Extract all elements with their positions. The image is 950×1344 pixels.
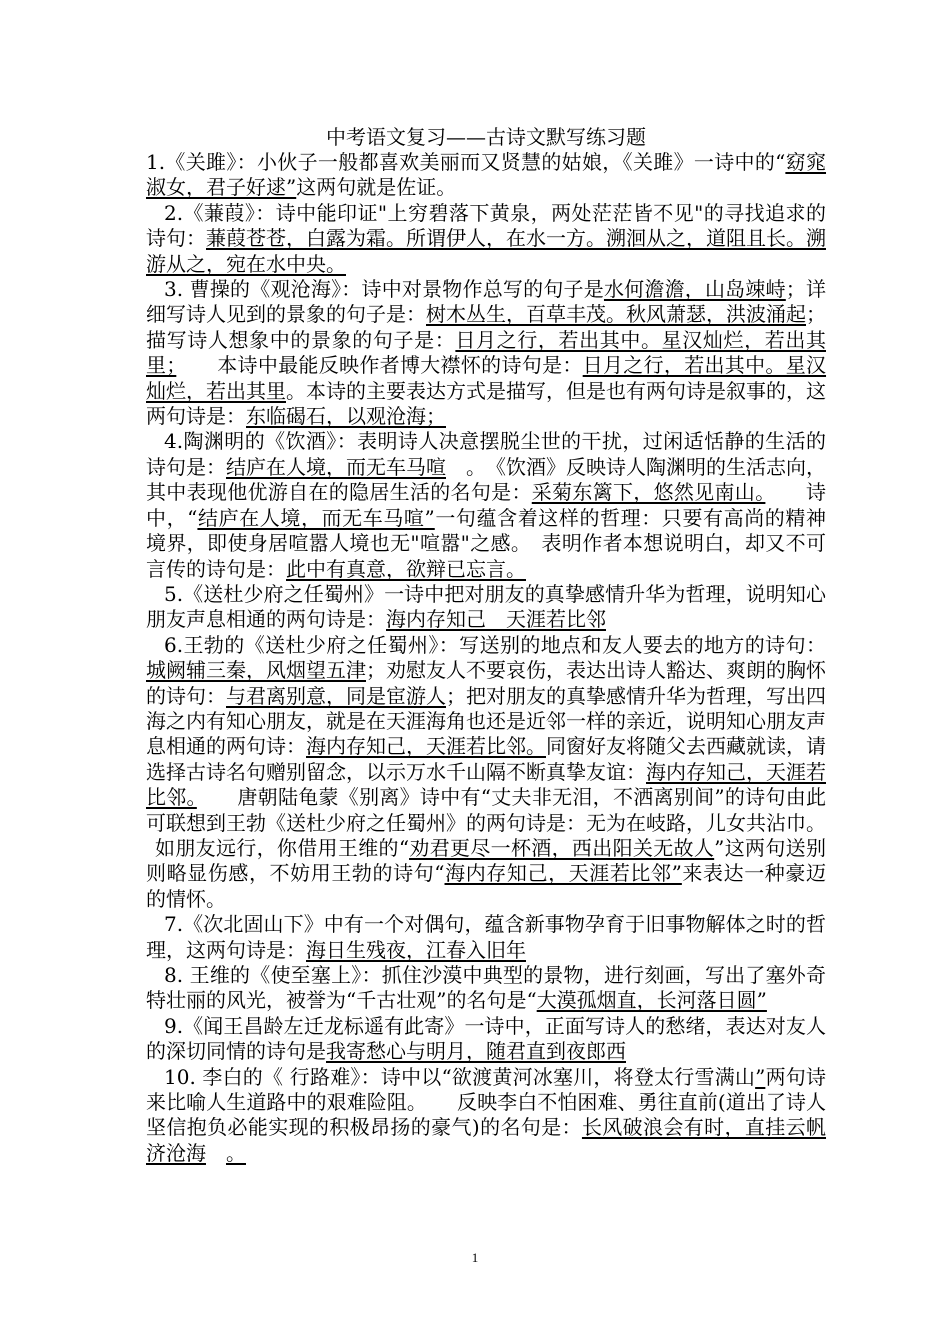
answer-text: 日月之行，若出其中。星汉灿烂，若出其里； [146, 327, 826, 378]
answer-text: 海内存知己，天涯若比邻。 [306, 734, 546, 759]
answer-text: 我寄愁心与明月，随君直到夜郎西 [326, 1039, 626, 1064]
answer-text: 此中有真意，欲辩已忘言。 [286, 556, 526, 581]
question-text: 1.《关雎》：小伙子一般都喜欢美丽而又贤慧的姑娘，《关雎》一诗中的“ [146, 150, 786, 174]
answer-text: 树木丛生，百草丰茂。秋风萧瑟，洪波涌起 [426, 302, 806, 327]
answer-text: 与君离别意，同是宦游人 [226, 683, 446, 708]
answer-text: 海内存知己，天涯若比邻” [444, 861, 682, 886]
question-text: 。本诗的主要表达方式是描写，但是也有两句诗是叙事的，这两句诗是： [146, 378, 826, 429]
answer-text: 长风破浪会有时，直挂云帆济沧海 [146, 1115, 827, 1165]
question-text: 诗中，“ [146, 480, 827, 530]
question-text: 两句诗来比喻人生道路中的艰难险阻。 反映李白不怕困难、勇往直前(道出了诗人坚信抱负必能实现的积极昂扬的豪气)的名句是： [146, 1064, 826, 1140]
question-text: 唐朝陆龟蒙《别离》诗中有“丈夫非无泪，不洒离别间”的诗句由此可联想到王勃《送杜少府之任蜀州》的两句诗是：无为在岐路，儿女共沾巾。 [146, 785, 826, 835]
question-text: 同窗好友将随父去西藏就读，请选择古诗名句赠别留念，以示万水千山隔不断真挚友谊： [146, 734, 826, 784]
answer-text: 劝君更尽一杯酒，西出阳关无故人 [409, 835, 715, 860]
answer-text: 海内存知己 天涯若比邻 [386, 607, 606, 632]
question-text: 7.《次北固山下》中有一个对偶句，蕴含新事物孕育于旧事物解体之时的哲理，这两句诗是： [146, 912, 826, 962]
answer-text: 海日生残夜，江春入旧年 [306, 937, 526, 962]
question-text: 3. 曹操的《观沧海》：诗中对景物作总写的句子是 [164, 277, 604, 302]
question-text: 8. 王维的《使至塞上》：抓住沙漠中典型的景物，进行刻画，写出了塞外奇特壮丽的风光，被誉为“千古壮观”的名句是“ [146, 963, 826, 1013]
question-text: 2.《蒹葭》：诗中能印证"上穷碧落下黄泉，两处茫茫皆不见"的寻找追求的诗句： [146, 200, 826, 251]
answer-text: 水何澹澹，山岛竦峙 [603, 277, 786, 302]
answer-text: 城阙辅三秦，风烟望五津 [146, 658, 366, 683]
question-text: ”这两句送别则略显伤感，不妨用王勃的诗句“ [146, 835, 826, 886]
exercise-item [146, 963, 826, 1014]
exercise-item [146, 582, 826, 633]
question-text: 如朋友远行，你借用王维的“ [155, 835, 410, 860]
exercise-item [146, 150, 826, 201]
question-text: 来表达一种豪迈的情怀。 [146, 861, 826, 911]
answer-text: 窈窕淑女，君子好逑” [146, 150, 827, 200]
question-text: ；把对朋友的真挚感情升华为哲理，写出四海之内有知心朋友，就是在天涯海角也还是近邻一样的亲近，说明知心朋友声息相通的两句诗： [146, 683, 826, 759]
question-text: 这两句就是佐证。 [296, 175, 457, 200]
answer-text: 大漠孤烟直，长河落日圆” [536, 988, 767, 1013]
question-text: 4.陶渊明的《饮酒》：表明诗人决意摆脱尘世的干扰，过闲适恬静的生活的诗句是： [146, 429, 826, 479]
question-text: 10. 李白的《 行路难》：诗中以“欲渡黄河冰塞川，将登太行雪满山 [164, 1064, 756, 1089]
answer-text: 采菊东篱下，悠然见南山。 [531, 480, 766, 505]
question-text: 9.《闻王昌龄左迁龙标遥有此寄》一诗中，正面写诗人的愁绪，表达对友人的深切同情的诗句是 [146, 1013, 826, 1064]
exercise-item [146, 633, 826, 836]
question-text: 本诗中最能反映作者博大襟怀的诗句是： [176, 353, 583, 378]
answer-text: ” [755, 1064, 766, 1089]
question-text: 。 《饮酒》反映诗人陶渊明的生活志向，其中表现他优游自在的隐居生活的名句是： [146, 454, 826, 505]
answer-text: 。 [226, 1140, 246, 1165]
question-text: ；描写诗人想象中的景象的句子是： [146, 302, 826, 352]
question-text: 6.王勃的《送杜少府之任蜀州》：写送别的地点和友人要去的地方的诗句： [164, 632, 826, 657]
page-number: 1 [471, 1250, 479, 1265]
exercise-item [146, 836, 826, 912]
answer-text: 日月之行，若出其中。星汉灿烂，若出其里 [146, 353, 827, 403]
exercise-list [146, 150, 826, 1166]
exercise-item [146, 277, 826, 429]
exercise-item [146, 201, 826, 277]
answer-text: 结庐在人境，而无车马喧” [197, 505, 435, 530]
exercise-item [146, 912, 826, 963]
question-text [206, 1141, 226, 1165]
question-text: 5.《送杜少府之任蜀州》一诗中把对朋友的真挚感情升华为哲理，说明知心朋友声息相通的两句诗是： [146, 581, 826, 632]
answer-text: 结庐在人境，而无车马喧 [226, 454, 446, 479]
question-text: ；详细写诗人见到的景象的句子是： [146, 277, 827, 327]
exercise-item [146, 429, 826, 581]
document-title: 中考语文复习——古诗文默写练习题 [326, 125, 646, 149]
document-body [146, 125, 826, 1166]
answer-text: 蒹葭苍苍，白露为霜。所谓伊人，在水一方。溯洄从之，道阻且长。溯游从之，宛在水中央。 [146, 226, 826, 276]
answer-text: 东临碣石，以观沧海； [246, 404, 446, 429]
question-text: ；劝慰友人不要哀伤，表达出诗人豁达、爽朗的胸怀的诗句： [146, 658, 826, 708]
question-text: 一句蕴含着这样的哲理：只要有高尚的精神境界，即使身居喧嚣人境也无"喧嚣"之感。 表明作者本想说明白，却又不可言传的诗句是： [146, 505, 826, 581]
exercise-item [146, 1014, 826, 1065]
answer-text: 海内存知己，天涯若比邻。 [146, 759, 826, 810]
exercise-item [146, 1065, 826, 1167]
